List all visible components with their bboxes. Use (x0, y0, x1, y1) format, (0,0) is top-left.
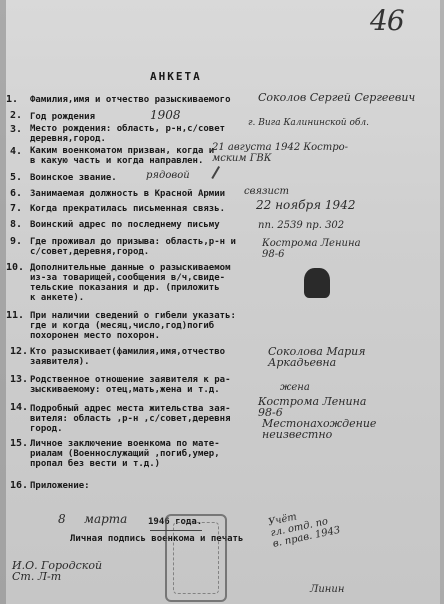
answer-residence: Кострома Ленина 98-6 (262, 238, 361, 260)
question-number: 6. (10, 188, 23, 199)
question-text: Родственное отношение заявителя к ра- зыскиваемому: отец,мать,жена и т.д. (30, 375, 231, 395)
answer-applicant-address: Кострома Ленина 98-6 (258, 395, 367, 419)
question-text: Приложение: (30, 481, 90, 491)
answer-name: Соколов Сергей Сергеевич (258, 91, 416, 104)
question-text: Фамилия,имя и отчество разыскиваемого (30, 95, 231, 105)
commissar-title: И.О. Городской Ст. Л-т (12, 559, 103, 583)
question-text: Где проживал до призыва: область,р-н и с/совет,деревня,город. (30, 237, 236, 257)
question-text: Занимаемая должность в Красной Армии (30, 189, 226, 199)
question-number: 3. (10, 124, 23, 135)
answer-rank: рядовой (146, 170, 190, 181)
date-month: марта (84, 512, 128, 526)
answer-position: связист (244, 186, 290, 197)
question-number: 7. (10, 203, 23, 214)
question-text: Подробный адрес места жительства зая- вителя: область ,р-н ,с/совет,деревня город. (30, 404, 231, 434)
date-underline (150, 530, 202, 531)
ink-blot (304, 268, 330, 298)
question-number: 1. (6, 94, 19, 105)
page-edge-right (440, 0, 444, 604)
question-number: 4. (10, 146, 23, 157)
question-text: Воинское звание. (30, 173, 117, 183)
signature-caption: Личная подпись военкома и печать (70, 534, 244, 544)
question-text: Год рождения (30, 112, 96, 122)
date-day: 8 (58, 512, 66, 526)
question-number: 13. (10, 374, 29, 385)
answer-birthplace: г. Вига Калининской обл. (248, 118, 369, 128)
question-number: 9. (10, 236, 23, 247)
archive-number: 46 (370, 4, 404, 37)
signature: Линин (310, 584, 345, 595)
question-number: 15. (10, 438, 29, 449)
question-number: 11. (6, 310, 25, 321)
date-year: 1946 года. (148, 517, 203, 527)
question-text: Кто разыскивает(фамилия,имя,отчество заявителя). (30, 347, 226, 367)
answer-military-address: пп. 2539 пр. 302 (258, 220, 345, 231)
question-text: Место рождения: область, р-н,с/совет деревня,город. (30, 124, 226, 144)
form-title: АНКЕТА (150, 70, 202, 83)
question-number: 5. (10, 172, 23, 183)
question-number: 12. (10, 346, 29, 357)
answer-draft: 21 августа 1942 Костро- мским ГВК (212, 142, 349, 164)
question-text: Личное заключение военкома по мате- риалам (Военнослужащий ,погиб,умер, пропал без вести и т.д.) (30, 439, 220, 469)
question-text: Когда прекратилась письменная связь. (30, 204, 226, 214)
ink-mark (211, 166, 228, 184)
answer-conclusion: Местонахождение неизвестно (262, 417, 377, 441)
question-number: 2. (10, 110, 23, 121)
answer-last-letter-date: 22 ноября 1942 (256, 198, 356, 212)
answer-applicant: Соколова Мария Аркадьевна (268, 345, 366, 369)
question-number: 10. (6, 262, 25, 273)
official-stamp (165, 514, 227, 602)
answer-relation: жена (280, 382, 310, 393)
question-text: Дополнительные данные о разыскиваемом из-за товарищей,сообщения в/ч,свиде- тельские показания и др. (приложить к анкете). (30, 263, 231, 303)
question-text: Воинский адрес по последнему письму (30, 220, 220, 230)
question-number: 14. (10, 402, 29, 413)
page-edge-left (0, 0, 6, 604)
question-text: При наличии сведений о гибели указать: где и когда (месяц,число,год)погиб похоронен место похорон. (30, 311, 236, 341)
answer-birth-year: 1908 (150, 108, 181, 122)
question-number: 8. (10, 219, 23, 230)
question-text: Каким военкоматом призван, когда и в какую часть и когда направлен. (30, 146, 215, 166)
question-number: 16. (10, 480, 29, 491)
registration-note: Учёт гл. отд. по в. прав. 1943 (267, 511, 342, 550)
